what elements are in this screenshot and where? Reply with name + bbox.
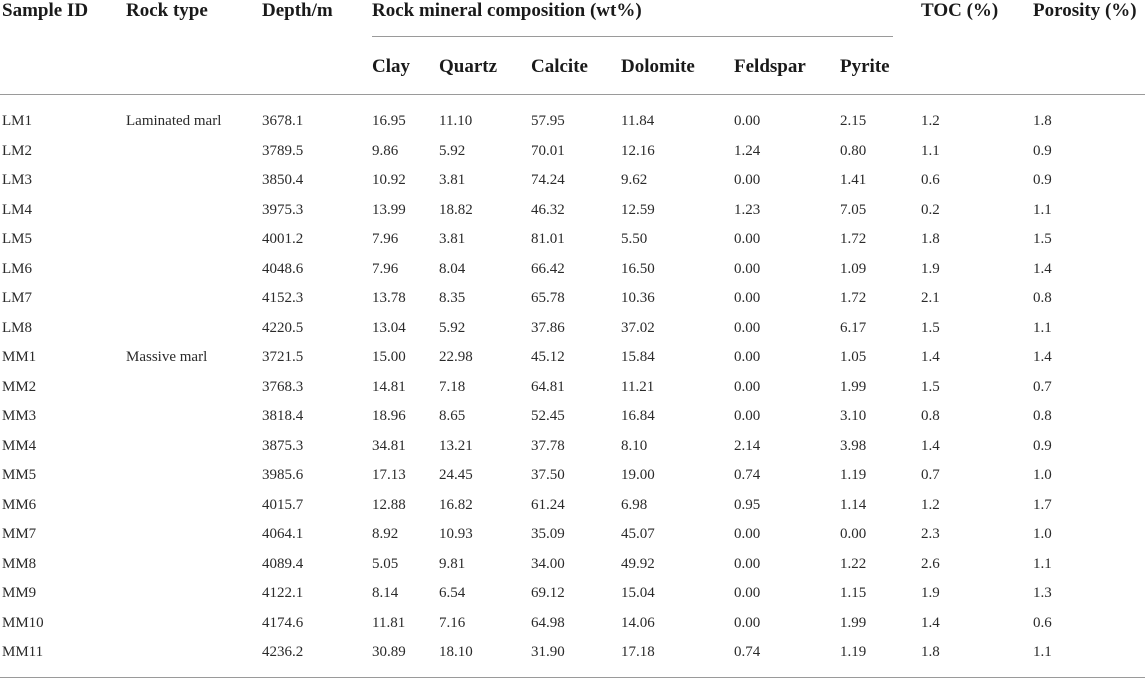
cell-calcite: 35.09	[531, 526, 565, 542]
cell-sample-id: MM4	[2, 437, 37, 454]
cell-calcite: 31.90	[531, 644, 565, 660]
cell-clay: 7.96	[372, 260, 399, 277]
cell-calcite: 64.98	[531, 614, 565, 631]
cell-sample-id: MM7	[2, 526, 37, 542]
cell-pyrite: 1.09	[840, 260, 867, 277]
cell-porosity: 1.1	[1033, 555, 1052, 572]
cell-feldspar: 0.74	[734, 644, 761, 660]
cell-dolomite: 16.50	[621, 260, 655, 277]
cell-dolomite: 45.07	[621, 526, 655, 542]
cell-feldspar: 0.00	[734, 585, 761, 601]
cell-pyrite: 1.05	[840, 349, 867, 365]
cell-sample-id: MM11	[2, 644, 44, 660]
cell-clay: 8.92	[372, 526, 399, 542]
cell-depth: 4015.7	[262, 496, 304, 513]
cell-sample-id: MM5	[2, 467, 37, 483]
cell-porosity: 1.0	[1033, 526, 1052, 542]
cell-pyrite: 1.99	[840, 614, 867, 631]
cell-dolomite: 19.00	[621, 467, 655, 483]
cell-rock-type: Laminated marl	[126, 113, 222, 129]
cell-feldspar: 1.24	[734, 142, 761, 159]
cell-feldspar: 0.95	[734, 496, 761, 513]
cell-toc: 1.8	[921, 231, 940, 247]
cell-toc: 0.8	[921, 408, 940, 424]
cell-dolomite: 16.84	[621, 408, 655, 424]
cell-pyrite: 1.19	[840, 644, 867, 660]
header-toc: TOC (%)	[921, 0, 999, 21]
bottom-rule	[0, 677, 1145, 678]
cell-quartz: 24.45	[439, 467, 473, 483]
cell-quartz: 3.81	[439, 231, 466, 247]
cell-depth: 3818.4	[262, 408, 304, 424]
cell-pyrite: 1.72	[840, 290, 867, 306]
cell-calcite: 37.86	[531, 319, 565, 336]
cell-rock-type: Massive marl	[126, 349, 208, 365]
cell-porosity: 1.5	[1033, 231, 1052, 247]
cell-porosity: 0.8	[1033, 408, 1052, 424]
cell-pyrite: 3.10	[840, 408, 867, 424]
cell-toc: 1.1	[921, 142, 940, 159]
cell-pyrite: 0.80	[840, 142, 867, 159]
cell-feldspar: 1.23	[734, 201, 761, 218]
cell-clay: 10.92	[372, 172, 406, 188]
cell-sample-id: MM3	[2, 408, 37, 424]
cell-quartz: 18.82	[439, 201, 473, 218]
cell-dolomite: 8.10	[621, 437, 648, 454]
cell-depth: 3850.4	[262, 172, 304, 188]
cell-porosity: 1.3	[1033, 585, 1052, 601]
cell-pyrite: 3.98	[840, 437, 867, 454]
cell-calcite: 37.78	[531, 437, 565, 454]
cell-pyrite: 2.15	[840, 113, 867, 129]
cell-quartz: 5.92	[439, 319, 466, 336]
cell-toc: 0.7	[921, 467, 940, 483]
cell-quartz: 5.92	[439, 142, 466, 159]
cell-calcite: 57.95	[531, 113, 565, 129]
cell-pyrite: 1.14	[840, 496, 867, 513]
cell-porosity: 0.7	[1033, 378, 1052, 395]
cell-feldspar: 0.00	[734, 526, 761, 542]
cell-pyrite: 1.22	[840, 555, 867, 572]
cell-sample-id: LM2	[2, 142, 32, 159]
cell-calcite: 70.01	[531, 142, 565, 159]
cell-dolomite: 9.62	[621, 172, 648, 188]
header-feldspar: Feldspar	[734, 56, 806, 77]
cell-clay: 30.89	[372, 644, 406, 660]
cell-quartz: 11.10	[439, 113, 473, 129]
cell-pyrite: 6.17	[840, 319, 867, 336]
cell-porosity: 1.0	[1033, 467, 1052, 483]
cell-porosity: 0.8	[1033, 290, 1052, 306]
cell-dolomite: 10.36	[621, 290, 655, 306]
cell-calcite: 74.24	[531, 172, 565, 188]
cell-pyrite: 7.05	[840, 201, 867, 218]
cell-clay: 9.86	[372, 142, 399, 159]
cell-pyrite: 1.15	[840, 585, 867, 601]
cell-depth: 3678.1	[262, 113, 304, 129]
header-pyrite: Pyrite	[840, 56, 890, 77]
cell-dolomite: 37.02	[621, 319, 655, 336]
cell-quartz: 10.93	[439, 526, 473, 542]
cell-feldspar: 0.74	[734, 467, 761, 483]
cell-depth: 3975.3	[262, 201, 304, 218]
cell-depth: 4001.2	[262, 231, 304, 247]
cell-quartz: 16.82	[439, 496, 473, 513]
cell-dolomite: 6.98	[621, 496, 648, 513]
cell-calcite: 52.45	[531, 408, 565, 424]
group-underline	[372, 36, 893, 37]
cell-sample-id: LM6	[2, 260, 32, 277]
header-calcite: Calcite	[531, 56, 588, 77]
cell-toc: 2.1	[921, 290, 940, 306]
cell-toc: 1.8	[921, 644, 940, 660]
cell-depth: 4089.4	[262, 555, 304, 572]
cell-calcite: 81.01	[531, 231, 565, 247]
cell-quartz: 8.65	[439, 408, 466, 424]
cell-clay: 11.81	[372, 614, 406, 631]
header-sample-id: Sample ID	[2, 0, 89, 21]
cell-porosity: 1.7	[1033, 496, 1052, 513]
cell-feldspar: 0.00	[734, 378, 761, 395]
cell-sample-id: MM10	[2, 614, 44, 631]
header-rock-type: Rock type	[126, 0, 208, 21]
cell-porosity: 1.1	[1033, 319, 1052, 336]
cell-feldspar: 0.00	[734, 231, 761, 247]
cell-clay: 18.96	[372, 408, 406, 424]
cell-dolomite: 5.50	[621, 231, 648, 247]
cell-depth: 4048.6	[262, 260, 304, 277]
cell-toc: 1.4	[921, 614, 940, 631]
cell-calcite: 69.12	[531, 585, 565, 601]
header-rule	[0, 94, 1145, 95]
cell-depth: 4152.3	[262, 290, 304, 306]
cell-clay: 15.00	[372, 349, 406, 365]
cell-quartz: 6.54	[439, 585, 466, 601]
cell-sample-id: MM6	[2, 496, 37, 513]
cell-quartz: 3.81	[439, 172, 466, 188]
cell-clay: 34.81	[372, 437, 406, 454]
cell-calcite: 46.32	[531, 201, 565, 218]
cell-toc: 1.2	[921, 113, 940, 129]
cell-sample-id: LM3	[2, 172, 32, 188]
cell-clay: 5.05	[372, 555, 399, 572]
cell-toc: 1.9	[921, 260, 940, 277]
cell-depth: 4220.5	[262, 319, 304, 336]
cell-depth: 3789.5	[262, 142, 304, 159]
cell-porosity: 1.4	[1033, 260, 1052, 277]
cell-toc: 1.9	[921, 585, 940, 601]
cell-toc: 0.2	[921, 201, 940, 218]
cell-clay: 14.81	[372, 378, 406, 395]
cell-clay: 16.95	[372, 113, 406, 129]
cell-porosity: 0.6	[1033, 614, 1052, 631]
cell-feldspar: 0.00	[734, 614, 761, 631]
cell-porosity: 0.9	[1033, 172, 1052, 188]
cell-calcite: 66.42	[531, 260, 565, 277]
header-quartz: Quartz	[439, 56, 498, 77]
header-porosity: Porosity (%)	[1033, 0, 1137, 21]
cell-quartz: 7.18	[439, 378, 466, 395]
cell-feldspar: 0.00	[734, 172, 761, 188]
cell-depth: 3721.5	[262, 349, 304, 365]
cell-depth: 4236.2	[262, 644, 304, 660]
cell-calcite: 37.50	[531, 467, 565, 483]
cell-feldspar: 0.00	[734, 113, 761, 129]
cell-calcite: 61.24	[531, 496, 565, 513]
cell-quartz: 7.16	[439, 614, 466, 631]
cell-dolomite: 11.21	[621, 378, 655, 395]
cell-porosity: 1.8	[1033, 113, 1052, 129]
cell-porosity: 0.9	[1033, 437, 1052, 454]
cell-toc: 1.2	[921, 496, 940, 513]
cell-dolomite: 15.84	[621, 349, 655, 365]
cell-dolomite: 12.16	[621, 142, 655, 159]
cell-calcite: 45.12	[531, 349, 565, 365]
cell-feldspar: 0.00	[734, 260, 761, 277]
cell-porosity: 1.4	[1033, 349, 1052, 365]
header-dolomite: Dolomite	[621, 56, 695, 77]
cell-dolomite: 11.84	[621, 113, 655, 129]
header-mineral-group: Rock mineral composition (wt%)	[372, 0, 642, 21]
cell-feldspar: 0.00	[734, 319, 761, 336]
cell-feldspar: 0.00	[734, 290, 761, 306]
cell-calcite: 64.81	[531, 378, 565, 395]
cell-depth: 3768.3	[262, 378, 304, 395]
cell-porosity: 1.1	[1033, 644, 1052, 660]
cell-quartz: 9.81	[439, 555, 466, 572]
cell-calcite: 65.78	[531, 290, 565, 306]
cell-sample-id: LM5	[2, 231, 32, 247]
cell-clay: 12.88	[372, 496, 406, 513]
cell-sample-id: LM4	[2, 201, 32, 218]
cell-toc: 1.5	[921, 319, 940, 336]
cell-depth: 4174.6	[262, 614, 304, 631]
cell-porosity: 0.9	[1033, 142, 1052, 159]
cell-sample-id: LM7	[2, 290, 32, 306]
cell-toc: 2.6	[921, 555, 940, 572]
cell-clay: 17.13	[372, 467, 406, 483]
cell-clay: 13.99	[372, 201, 406, 218]
cell-dolomite: 49.92	[621, 555, 655, 572]
cell-toc: 1.4	[921, 437, 940, 454]
cell-feldspar: 2.14	[734, 437, 761, 454]
cell-feldspar: 0.00	[734, 349, 761, 365]
header-clay: Clay	[372, 56, 410, 77]
cell-quartz: 8.35	[439, 290, 466, 306]
cell-pyrite: 0.00	[840, 526, 867, 542]
cell-pyrite: 1.41	[840, 172, 867, 188]
cell-quartz: 22.98	[439, 349, 473, 365]
cell-dolomite: 17.18	[621, 644, 655, 660]
cell-depth: 3985.6	[262, 467, 304, 483]
cell-dolomite: 15.04	[621, 585, 655, 601]
cell-sample-id: MM2	[2, 378, 37, 395]
cell-dolomite: 14.06	[621, 614, 655, 631]
cell-sample-id: MM9	[2, 585, 37, 601]
header-depth: Depth/m	[262, 0, 333, 21]
cell-sample-id: MM8	[2, 555, 37, 572]
cell-toc: 0.6	[921, 172, 940, 188]
cell-quartz: 18.10	[439, 644, 473, 660]
cell-sample-id: LM8	[2, 319, 32, 336]
cell-feldspar: 0.00	[734, 555, 761, 572]
cell-pyrite: 1.19	[840, 467, 867, 483]
cell-pyrite: 1.99	[840, 378, 867, 395]
cell-toc: 2.3	[921, 526, 940, 542]
cell-toc: 1.4	[921, 349, 940, 365]
cell-depth: 3875.3	[262, 437, 304, 454]
cell-sample-id: MM1	[2, 349, 37, 365]
cell-depth: 4064.1	[262, 526, 304, 542]
cell-sample-id: LM1	[2, 113, 32, 129]
cell-quartz: 8.04	[439, 260, 466, 277]
cell-feldspar: 0.00	[734, 408, 761, 424]
cell-toc: 1.5	[921, 378, 940, 395]
cell-calcite: 34.00	[531, 555, 565, 572]
cell-clay: 13.78	[372, 290, 406, 306]
cell-clay: 7.96	[372, 231, 399, 247]
cell-pyrite: 1.72	[840, 231, 867, 247]
cell-dolomite: 12.59	[621, 201, 655, 218]
cell-quartz: 13.21	[439, 437, 473, 454]
cell-porosity: 1.1	[1033, 201, 1052, 218]
cell-clay: 8.14	[372, 585, 399, 601]
cell-clay: 13.04	[372, 319, 406, 336]
cell-depth: 4122.1	[262, 585, 304, 601]
